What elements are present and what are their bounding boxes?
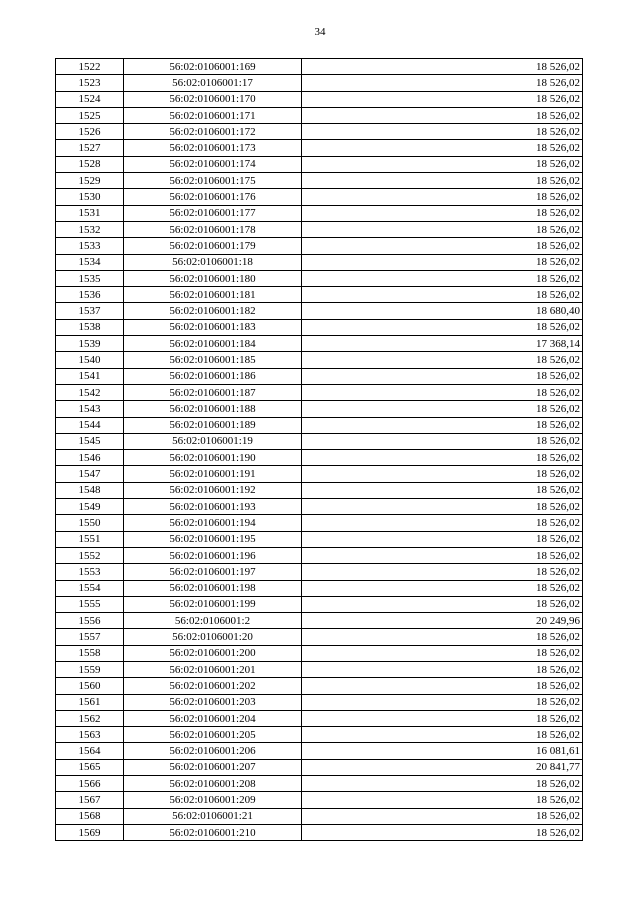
row-number-cell: 1525 <box>56 107 124 123</box>
cadastral-value-cell: 18 526,02 <box>302 254 583 270</box>
cadastral-value-cell: 18 526,02 <box>302 678 583 694</box>
cadastral-value-cell: 18 526,02 <box>302 710 583 726</box>
cadastral-value-cell: 18 526,02 <box>302 401 583 417</box>
row-number-cell: 1567 <box>56 792 124 808</box>
cadastral-value-cell: 18 526,02 <box>302 564 583 580</box>
row-number-cell: 1569 <box>56 824 124 840</box>
row-number-cell: 1523 <box>56 75 124 91</box>
cadastral-number-cell: 56:02:0106001:191 <box>124 466 302 482</box>
table-row <box>56 287 583 303</box>
row-number-cell: 1539 <box>56 336 124 352</box>
table-row <box>56 580 583 596</box>
table-row <box>56 824 583 840</box>
cadastral-value-cell: 18 526,02 <box>302 384 583 400</box>
cadastral-number-cell: 56:02:0106001:210 <box>124 824 302 840</box>
cadastral-number-cell: 56:02:0106001:172 <box>124 124 302 140</box>
table-row <box>56 482 583 498</box>
table-row <box>56 645 583 661</box>
cadastral-number-cell: 56:02:0106001:175 <box>124 173 302 189</box>
page-number: 34 <box>314 26 326 38</box>
row-number-cell: 1554 <box>56 580 124 596</box>
table-row <box>56 75 583 91</box>
row-number-cell: 1541 <box>56 368 124 384</box>
table-row <box>56 221 583 237</box>
cadastral-value-table <box>55 58 583 841</box>
cadastral-value-cell: 18 526,02 <box>302 59 583 75</box>
cadastral-value-cell: 18 526,02 <box>302 238 583 254</box>
table-row <box>56 124 583 140</box>
row-number-cell: 1529 <box>56 173 124 189</box>
table-row <box>56 173 583 189</box>
row-number-cell: 1568 <box>56 808 124 824</box>
row-number-cell: 1562 <box>56 710 124 726</box>
cadastral-value-cell: 18 526,02 <box>302 482 583 498</box>
cadastral-number-cell: 56:02:0106001:179 <box>124 238 302 254</box>
cadastral-number-cell: 56:02:0106001:206 <box>124 743 302 759</box>
table-row <box>56 466 583 482</box>
cadastral-value-cell: 18 526,02 <box>302 107 583 123</box>
cadastral-value-cell: 18 526,02 <box>302 75 583 91</box>
row-number-cell: 1558 <box>56 645 124 661</box>
table-row <box>56 384 583 400</box>
table-row <box>56 694 583 710</box>
table-row <box>56 417 583 433</box>
cadastral-value-cell: 18 526,02 <box>302 417 583 433</box>
cadastral-value-cell: 18 526,02 <box>302 466 583 482</box>
table-row <box>56 547 583 563</box>
table-row <box>56 531 583 547</box>
cadastral-value-cell: 18 526,02 <box>302 205 583 221</box>
cadastral-value-cell: 18 526,02 <box>302 450 583 466</box>
row-number-cell: 1524 <box>56 91 124 107</box>
cadastral-number-cell: 56:02:0106001:17 <box>124 75 302 91</box>
cadastral-number-cell: 56:02:0106001:171 <box>124 107 302 123</box>
cadastral-number-cell: 56:02:0106001:169 <box>124 59 302 75</box>
row-number-cell: 1528 <box>56 156 124 172</box>
cadastral-value-cell: 18 526,02 <box>302 91 583 107</box>
cadastral-number-cell: 56:02:0106001:183 <box>124 319 302 335</box>
row-number-cell: 1543 <box>56 401 124 417</box>
cadastral-value-cell: 18 526,02 <box>302 287 583 303</box>
cadastral-value-cell: 18 526,02 <box>302 270 583 286</box>
row-number-cell: 1550 <box>56 515 124 531</box>
cadastral-number-cell: 56:02:0106001:177 <box>124 205 302 221</box>
row-number-cell: 1563 <box>56 727 124 743</box>
cadastral-number-cell: 56:02:0106001:173 <box>124 140 302 156</box>
table-row <box>56 189 583 205</box>
cadastral-number-cell: 56:02:0106001:195 <box>124 531 302 547</box>
table-row <box>56 776 583 792</box>
table-row <box>56 596 583 612</box>
table-row <box>56 336 583 352</box>
row-number-cell: 1542 <box>56 384 124 400</box>
cadastral-value-cell: 18 526,02 <box>302 189 583 205</box>
cadastral-number-cell: 56:02:0106001:178 <box>124 221 302 237</box>
cadastral-value-cell: 18 526,02 <box>302 661 583 677</box>
cadastral-value-cell: 20 841,77 <box>302 759 583 775</box>
row-number-cell: 1555 <box>56 596 124 612</box>
cadastral-number-cell: 56:02:0106001:203 <box>124 694 302 710</box>
cadastral-value-cell: 18 526,02 <box>302 368 583 384</box>
row-number-cell: 1545 <box>56 433 124 449</box>
cadastral-value-cell: 18 526,02 <box>302 173 583 189</box>
cadastral-value-cell: 18 526,02 <box>302 140 583 156</box>
table-row <box>56 91 583 107</box>
cadastral-number-cell: 56:02:0106001:181 <box>124 287 302 303</box>
table-row <box>56 140 583 156</box>
row-number-cell: 1536 <box>56 287 124 303</box>
table-row <box>56 515 583 531</box>
row-number-cell: 1553 <box>56 564 124 580</box>
table-row <box>56 433 583 449</box>
cadastral-value-cell: 18 526,02 <box>302 547 583 563</box>
row-number-cell: 1538 <box>56 319 124 335</box>
table-body <box>56 59 583 841</box>
table-row <box>56 156 583 172</box>
row-number-cell: 1544 <box>56 417 124 433</box>
cadastral-number-cell: 56:02:0106001:194 <box>124 515 302 531</box>
cadastral-value-cell: 16 081,61 <box>302 743 583 759</box>
table-row <box>56 368 583 384</box>
cadastral-number-cell: 56:02:0106001:193 <box>124 499 302 515</box>
cadastral-number-cell: 56:02:0106001:192 <box>124 482 302 498</box>
cadastral-number-cell: 56:02:0106001:188 <box>124 401 302 417</box>
cadastral-number-cell: 56:02:0106001:197 <box>124 564 302 580</box>
cadastral-value-cell: 18 526,02 <box>302 727 583 743</box>
cadastral-value-cell: 18 526,02 <box>302 499 583 515</box>
row-number-cell: 1533 <box>56 238 124 254</box>
table-row <box>56 401 583 417</box>
cadastral-number-cell: 56:02:0106001:185 <box>124 352 302 368</box>
row-number-cell: 1547 <box>56 466 124 482</box>
cadastral-number-cell: 56:02:0106001:201 <box>124 661 302 677</box>
cadastral-value-cell: 18 526,02 <box>302 352 583 368</box>
row-number-cell: 1556 <box>56 613 124 629</box>
table-row <box>56 661 583 677</box>
table-row <box>56 352 583 368</box>
table-row <box>56 450 583 466</box>
row-number-cell: 1559 <box>56 661 124 677</box>
table-row <box>56 629 583 645</box>
cadastral-number-cell: 56:02:0106001:209 <box>124 792 302 808</box>
table-row <box>56 303 583 319</box>
cadastral-value-cell: 18 526,02 <box>302 808 583 824</box>
cadastral-value-cell: 18 526,02 <box>302 629 583 645</box>
row-number-cell: 1561 <box>56 694 124 710</box>
cadastral-number-cell: 56:02:0106001:18 <box>124 254 302 270</box>
row-number-cell: 1546 <box>56 450 124 466</box>
cadastral-number-cell: 56:02:0106001:174 <box>124 156 302 172</box>
cadastral-value-cell: 18 526,02 <box>302 694 583 710</box>
cadastral-value-cell: 18 526,02 <box>302 319 583 335</box>
cadastral-number-cell: 56:02:0106001:208 <box>124 776 302 792</box>
row-number-cell: 1530 <box>56 189 124 205</box>
cadastral-number-cell: 56:02:0106001:187 <box>124 384 302 400</box>
row-number-cell: 1535 <box>56 270 124 286</box>
cadastral-number-cell: 56:02:0106001:21 <box>124 808 302 824</box>
cadastral-value-cell: 18 526,02 <box>302 645 583 661</box>
cadastral-number-cell: 56:02:0106001:189 <box>124 417 302 433</box>
table-row <box>56 270 583 286</box>
cadastral-value-cell: 18 526,02 <box>302 580 583 596</box>
table-row <box>56 254 583 270</box>
cadastral-value-cell: 17 368,14 <box>302 336 583 352</box>
cadastral-value-cell: 18 526,02 <box>302 792 583 808</box>
cadastral-number-cell: 56:02:0106001:205 <box>124 727 302 743</box>
cadastral-number-cell: 56:02:0106001:204 <box>124 710 302 726</box>
cadastral-number-cell: 56:02:0106001:20 <box>124 629 302 645</box>
cadastral-number-cell: 56:02:0106001:202 <box>124 678 302 694</box>
row-number-cell: 1522 <box>56 59 124 75</box>
cadastral-number-cell: 56:02:0106001:207 <box>124 759 302 775</box>
row-number-cell: 1540 <box>56 352 124 368</box>
cadastral-number-cell: 56:02:0106001:190 <box>124 450 302 466</box>
cadastral-value-cell: 20 249,96 <box>302 613 583 629</box>
cadastral-number-cell: 56:02:0106001:186 <box>124 368 302 384</box>
cadastral-number-cell: 56:02:0106001:182 <box>124 303 302 319</box>
table-row <box>56 107 583 123</box>
table-row <box>56 743 583 759</box>
cadastral-value-cell: 18 526,02 <box>302 776 583 792</box>
cadastral-value-cell: 18 526,02 <box>302 596 583 612</box>
cadastral-number-cell: 56:02:0106001:170 <box>124 91 302 107</box>
row-number-cell: 1531 <box>56 205 124 221</box>
row-number-cell: 1532 <box>56 221 124 237</box>
table-row <box>56 59 583 75</box>
row-number-cell: 1527 <box>56 140 124 156</box>
cadastral-value-cell: 18 526,02 <box>302 124 583 140</box>
table-row <box>56 808 583 824</box>
cadastral-value-cell: 18 526,02 <box>302 531 583 547</box>
cadastral-number-cell: 56:02:0106001:180 <box>124 270 302 286</box>
cadastral-value-cell: 18 526,02 <box>302 221 583 237</box>
row-number-cell: 1552 <box>56 547 124 563</box>
row-number-cell: 1549 <box>56 499 124 515</box>
cadastral-number-cell: 56:02:0106001:176 <box>124 189 302 205</box>
cadastral-number-cell: 56:02:0106001:2 <box>124 613 302 629</box>
cadastral-number-cell: 56:02:0106001:19 <box>124 433 302 449</box>
row-number-cell: 1560 <box>56 678 124 694</box>
cadastral-number-cell: 56:02:0106001:196 <box>124 547 302 563</box>
row-number-cell: 1551 <box>56 531 124 547</box>
table-row <box>56 564 583 580</box>
cadastral-value-cell: 18 526,02 <box>302 433 583 449</box>
cadastral-number-cell: 56:02:0106001:184 <box>124 336 302 352</box>
cadastral-value-cell: 18 680,40 <box>302 303 583 319</box>
row-number-cell: 1537 <box>56 303 124 319</box>
table-row <box>56 499 583 515</box>
cadastral-number-cell: 56:02:0106001:200 <box>124 645 302 661</box>
row-number-cell: 1564 <box>56 743 124 759</box>
row-number-cell: 1557 <box>56 629 124 645</box>
row-number-cell: 1566 <box>56 776 124 792</box>
cadastral-number-cell: 56:02:0106001:198 <box>124 580 302 596</box>
row-number-cell: 1526 <box>56 124 124 140</box>
row-number-cell: 1534 <box>56 254 124 270</box>
cadastral-value-cell: 18 526,02 <box>302 824 583 840</box>
table-row <box>56 238 583 254</box>
table-row <box>56 759 583 775</box>
table-row <box>56 205 583 221</box>
table-row <box>56 678 583 694</box>
row-number-cell: 1548 <box>56 482 124 498</box>
cadastral-value-cell: 18 526,02 <box>302 515 583 531</box>
table-row <box>56 710 583 726</box>
table-row <box>56 792 583 808</box>
table-row <box>56 319 583 335</box>
cadastral-value-cell: 18 526,02 <box>302 156 583 172</box>
cadastral-number-cell: 56:02:0106001:199 <box>124 596 302 612</box>
row-number-cell: 1565 <box>56 759 124 775</box>
table-row <box>56 613 583 629</box>
table-row <box>56 727 583 743</box>
